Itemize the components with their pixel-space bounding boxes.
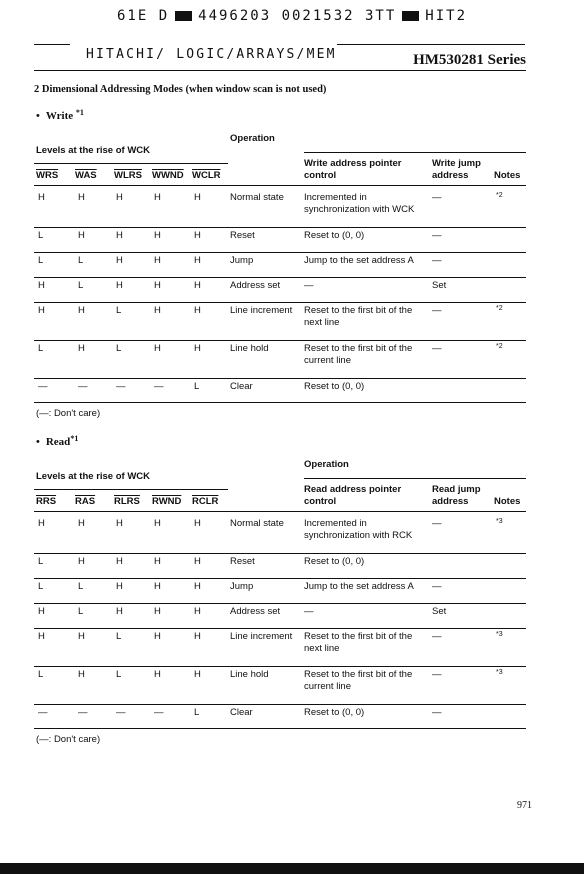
level-cell: L <box>38 556 44 567</box>
pointer-cell: Reset to (0, 0) <box>304 556 365 567</box>
level-cell: L <box>116 631 122 642</box>
row-rule <box>34 252 526 253</box>
level-cell: H <box>78 343 85 354</box>
level-cell: H <box>78 230 85 241</box>
level-cell: L <box>116 305 122 316</box>
level-cell: L <box>194 707 200 718</box>
levels-label: Levels at the rise of WCK <box>36 471 151 482</box>
dotmatrix-header <box>0 8 584 24</box>
row-rule <box>34 302 526 303</box>
col-header-wwnd: WWND <box>152 170 184 181</box>
read-heading: • Read$^{*1}$ <box>36 434 79 448</box>
note-cell: *2 <box>496 192 503 199</box>
row-rule <box>34 704 526 705</box>
col-header-rrs: $\overline{RRS}$ <box>36 496 57 507</box>
col-header-ras: $\overline{RAS}$ <box>75 496 96 507</box>
pointer-header: Write address pointer control <box>304 158 402 181</box>
pointer-cell: Reset to (0, 0) <box>304 381 365 392</box>
level-cell: — <box>154 707 164 718</box>
mode-cell: Address set <box>230 280 281 291</box>
row-rule <box>34 628 526 629</box>
row-rule <box>34 227 526 228</box>
level-cell: H <box>194 343 201 354</box>
write-table <box>34 130 526 410</box>
col-header-wlrs: WLRS <box>114 170 142 181</box>
write-heading-text: Write <box>45 110 74 122</box>
levels-rule <box>34 489 228 490</box>
level-cell: H <box>154 669 161 680</box>
level-cell: L <box>116 669 122 680</box>
level-cell: H <box>154 343 161 354</box>
level-cell: H <box>154 255 161 266</box>
mode-cell: Clear <box>230 707 253 718</box>
mode-cell: Address set <box>230 606 281 617</box>
levels-label: Levels at the rise of WCK <box>36 145 151 156</box>
pointer-cell: Jump to the set address A <box>304 255 414 266</box>
dotmatrix-right: HIT2 <box>425 8 468 24</box>
notes-header: Notes <box>494 170 521 181</box>
col-header-rlrs: RLRS <box>114 496 140 507</box>
header-bottom-rule <box>34 511 526 512</box>
pointer-cell: Reset to (0, 0) <box>304 707 365 718</box>
scan-bottom-bar <box>0 863 584 874</box>
jump-cell: — <box>432 192 442 203</box>
header-rule-left <box>34 44 70 45</box>
jump-cell: — <box>432 255 442 266</box>
level-cell: H <box>116 230 123 241</box>
row-rule <box>34 728 526 729</box>
series-name: HM530281 Series <box>413 52 526 68</box>
level-cell: H <box>194 518 201 529</box>
level-cell: H <box>154 556 161 567</box>
level-cell: H <box>38 518 45 529</box>
write-heading-sup: *1 <box>75 108 84 117</box>
level-cell: H <box>194 192 201 203</box>
level-cell: H <box>78 669 85 680</box>
col-header-wrs: $\overline{WRS}$ <box>36 170 59 181</box>
header-rule <box>34 70 526 71</box>
level-cell: H <box>116 581 123 592</box>
level-cell: H <box>38 631 45 642</box>
level-cell: H <box>116 518 123 529</box>
level-cell: H <box>194 230 201 241</box>
level-cell: H <box>154 606 161 617</box>
level-cell: L <box>116 343 122 354</box>
operation-label: Operation <box>230 133 275 144</box>
col-header-rwnd: RWND <box>152 496 182 507</box>
level-cell: H <box>38 192 45 203</box>
operation-rule <box>304 152 526 153</box>
level-cell: H <box>116 606 123 617</box>
level-cell: L <box>78 581 84 592</box>
jump-header: Read jump address <box>432 484 481 507</box>
level-cell: H <box>154 631 161 642</box>
level-cell: L <box>78 606 84 617</box>
jump-cell: — <box>432 343 442 354</box>
level-cell: H <box>154 581 161 592</box>
jump-cell: — <box>432 518 442 529</box>
level-cell: H <box>194 556 201 567</box>
pointer-header: Read address pointer control <box>304 484 402 507</box>
level-cell: L <box>38 255 44 266</box>
mode-cell: Jump <box>230 581 254 592</box>
level-cell: H <box>78 518 85 529</box>
level-cell: L <box>38 230 44 241</box>
write-legend: (—: Don't care) <box>36 408 101 419</box>
mode-cell: Normal state <box>230 518 284 529</box>
note-cell: *2 <box>496 305 503 312</box>
pointer-cell: Incremented in synchronization with RCK <box>304 518 413 541</box>
black-block <box>175 11 192 21</box>
level-cell: H <box>116 255 123 266</box>
level-cell: L <box>194 381 200 392</box>
pointer-cell: Reset to the first bit of the current line <box>304 343 413 366</box>
jump-cell: — <box>432 581 442 592</box>
level-cell: H <box>116 556 123 567</box>
read-legend: (—: Don't care) <box>36 734 101 745</box>
level-cell: H <box>78 631 85 642</box>
level-cell: H <box>38 280 45 291</box>
level-cell: — <box>78 381 88 392</box>
pointer-cell: — <box>304 280 314 291</box>
level-cell: H <box>78 556 85 567</box>
level-cell: L <box>78 255 84 266</box>
level-cell: L <box>38 581 44 592</box>
note-cell: *3 <box>496 631 503 638</box>
level-cell: L <box>38 343 44 354</box>
header-title: HITACHI/ LOGIC/ARRAYS/MEM <box>86 47 337 62</box>
pointer-cell: Incremented in synchronization with WCK <box>304 192 415 215</box>
level-cell: H <box>154 230 161 241</box>
pointer-cell: Reset to (0, 0) <box>304 230 365 241</box>
mode-cell: Reset <box>230 556 255 567</box>
level-cell: L <box>78 280 84 291</box>
level-cell: H <box>78 305 85 316</box>
operation-label: Operation <box>304 459 349 470</box>
header-bottom-rule <box>34 185 526 186</box>
jump-cell: — <box>432 707 442 718</box>
mode-cell: Clear <box>230 381 253 392</box>
level-cell: H <box>154 280 161 291</box>
mode-cell: Line increment <box>230 631 293 642</box>
jump-cell: — <box>432 305 442 316</box>
level-cell: L <box>38 669 44 680</box>
level-cell: H <box>38 606 45 617</box>
read-heading-sup: *1 <box>70 434 79 443</box>
level-cell: H <box>194 606 201 617</box>
pointer-cell: — <box>304 606 314 617</box>
level-cell: — <box>116 381 126 392</box>
page-number: 971 <box>517 800 532 811</box>
mode-cell: Reset <box>230 230 255 241</box>
level-cell: — <box>38 707 48 718</box>
jump-cell: Set <box>432 606 447 617</box>
operation-rule <box>304 478 526 479</box>
level-cell: H <box>194 581 201 592</box>
level-cell: H <box>194 305 201 316</box>
level-cell: H <box>38 305 45 316</box>
jump-cell: — <box>432 631 442 642</box>
notes-header: Notes <box>494 496 521 507</box>
level-cell: H <box>194 280 201 291</box>
row-rule <box>34 340 526 341</box>
mode-cell: Line increment <box>230 305 293 316</box>
mode-cell: Normal state <box>230 192 284 203</box>
row-rule <box>34 578 526 579</box>
col-header-wclr: WCLR <box>192 170 221 181</box>
level-cell: H <box>116 280 123 291</box>
level-cell: — <box>154 381 164 392</box>
jump-header: Write jump address <box>432 158 481 181</box>
black-block <box>402 11 419 21</box>
row-rule <box>34 378 526 379</box>
level-cell: H <box>154 518 161 529</box>
level-cell: — <box>78 707 88 718</box>
col-header-rclr: RCLR <box>192 496 219 507</box>
write-heading: • Write $^{*1}$ <box>36 108 84 122</box>
level-cell: H <box>154 305 161 316</box>
mode-cell: Line hold <box>230 669 269 680</box>
levels-rule <box>34 163 228 164</box>
note-cell: *2 <box>496 343 503 350</box>
jump-cell: — <box>432 230 442 241</box>
section-heading: 2 Dimensional Addressing Modes (when window scan is not used) <box>34 84 327 95</box>
level-cell: H <box>78 192 85 203</box>
pointer-cell: Reset to the first bit of the current line <box>304 669 413 692</box>
dotmatrix-mid: 4496203 0021532 3TT <box>198 8 397 24</box>
mode-cell: Jump <box>230 255 254 266</box>
note-cell: *3 <box>496 669 503 676</box>
row-rule <box>34 603 526 604</box>
dotmatrix-left: 61E D <box>116 8 170 24</box>
pointer-cell: Reset to the first bit of the next line <box>304 631 413 654</box>
level-cell: — <box>116 707 126 718</box>
read-heading-text: Read <box>45 436 71 448</box>
level-cell: H <box>194 255 201 266</box>
note-cell: *3 <box>496 518 503 525</box>
level-cell: H <box>194 669 201 680</box>
level-cell: H <box>154 192 161 203</box>
col-header-was: $\overline{WAS}$ <box>75 170 97 181</box>
mode-cell: Line hold <box>230 343 269 354</box>
pointer-cell: Jump to the set address A <box>304 581 414 592</box>
jump-cell: — <box>432 669 442 680</box>
row-rule <box>34 277 526 278</box>
jump-cell: Set <box>432 280 447 291</box>
level-cell: — <box>38 381 48 392</box>
header-rule-right <box>337 44 525 45</box>
row-rule <box>34 402 526 403</box>
row-rule <box>34 553 526 554</box>
pointer-cell: Reset to the first bit of the next line <box>304 305 413 328</box>
level-cell: H <box>194 631 201 642</box>
row-rule <box>34 666 526 667</box>
read-table <box>34 456 526 736</box>
level-cell: H <box>116 192 123 203</box>
